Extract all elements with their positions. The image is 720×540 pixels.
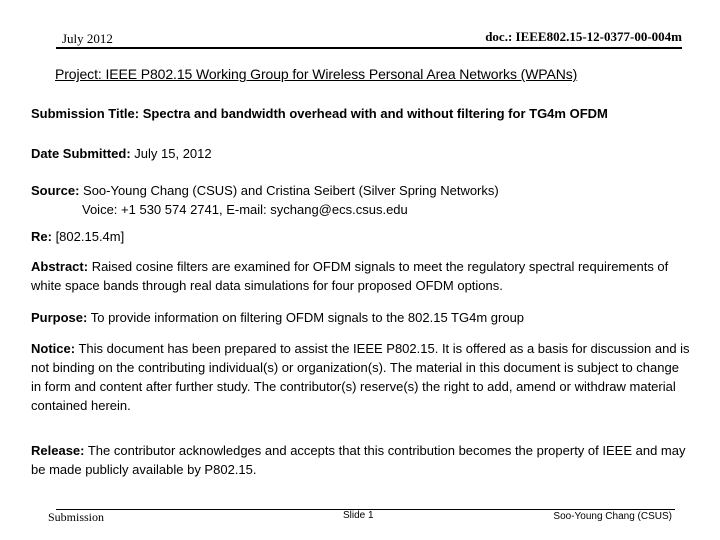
footer-author: Soo-Young Chang (CSUS)	[553, 511, 672, 522]
date-submitted-label: Date Submitted:	[31, 146, 131, 161]
header-date: July 2012	[62, 31, 113, 46]
header-divider	[56, 47, 682, 49]
footer-slide-number: Slide 1	[343, 510, 374, 521]
submission-title-label: Submission Title:	[31, 106, 140, 121]
abstract-field	[31, 257, 691, 295]
re-field	[31, 227, 691, 246]
re-value: [802.15.4m]	[51, 229, 125, 244]
source-value: Soo-Young Chang (CSUS) and Cristina Seibert (Silver Spring Networks)	[79, 183, 499, 198]
date-submitted-value: July 15, 2012	[130, 146, 212, 161]
date-submitted-field	[31, 144, 691, 163]
purpose-value: To provide information on filtering OFDM signals to the 802.15 TG4m group	[87, 310, 525, 325]
purpose-label: Purpose:	[31, 310, 88, 325]
notice-field	[31, 339, 691, 415]
notice-value: This document has been prepared to assist the IEEE P802.15. It is offered as a basis for discussion and is not binding on the contributing individual(s) or organization(s). The material in this document is subject to change in form and content after further study. The contributor(s) reserve(s) the right to add, amend or withdraw material contained herein.	[31, 341, 690, 413]
abstract-value: Raised cosine filters are examined for OFDM signals to meet the regulatory spectral requirements of white space bands through real data simulations for four proposed OFDM options.	[31, 259, 669, 293]
release-value: The contributor acknowledges and accepts that this contribution becomes the property of IEEE and may be made publicly available by P802.15.	[31, 443, 686, 477]
re-label: Re:	[31, 229, 52, 244]
source-field	[31, 181, 691, 219]
release-field	[31, 441, 691, 479]
header-doc-id: doc.: IEEE802.15-12-0377-00-004m	[485, 29, 682, 44]
source-contact: Voice: +1 530 574 2741, E-mail: sychang@ecs.csus.edu	[82, 202, 408, 217]
footer-submission: Submission	[48, 510, 105, 524]
purpose-field	[31, 308, 691, 327]
project-title: Project: IEEE P802.15 Working Group for Wireless Personal Area Networks (WPANs)	[55, 66, 578, 82]
submission-title-value: Spectra and bandwidth overhead with and without filtering for TG4m OFDM	[139, 106, 608, 121]
release-label: Release:	[31, 443, 85, 458]
abstract-label: Abstract:	[31, 259, 89, 274]
submission-title-field	[31, 104, 691, 123]
source-label: Source:	[31, 183, 80, 198]
notice-label: Notice:	[31, 341, 76, 356]
